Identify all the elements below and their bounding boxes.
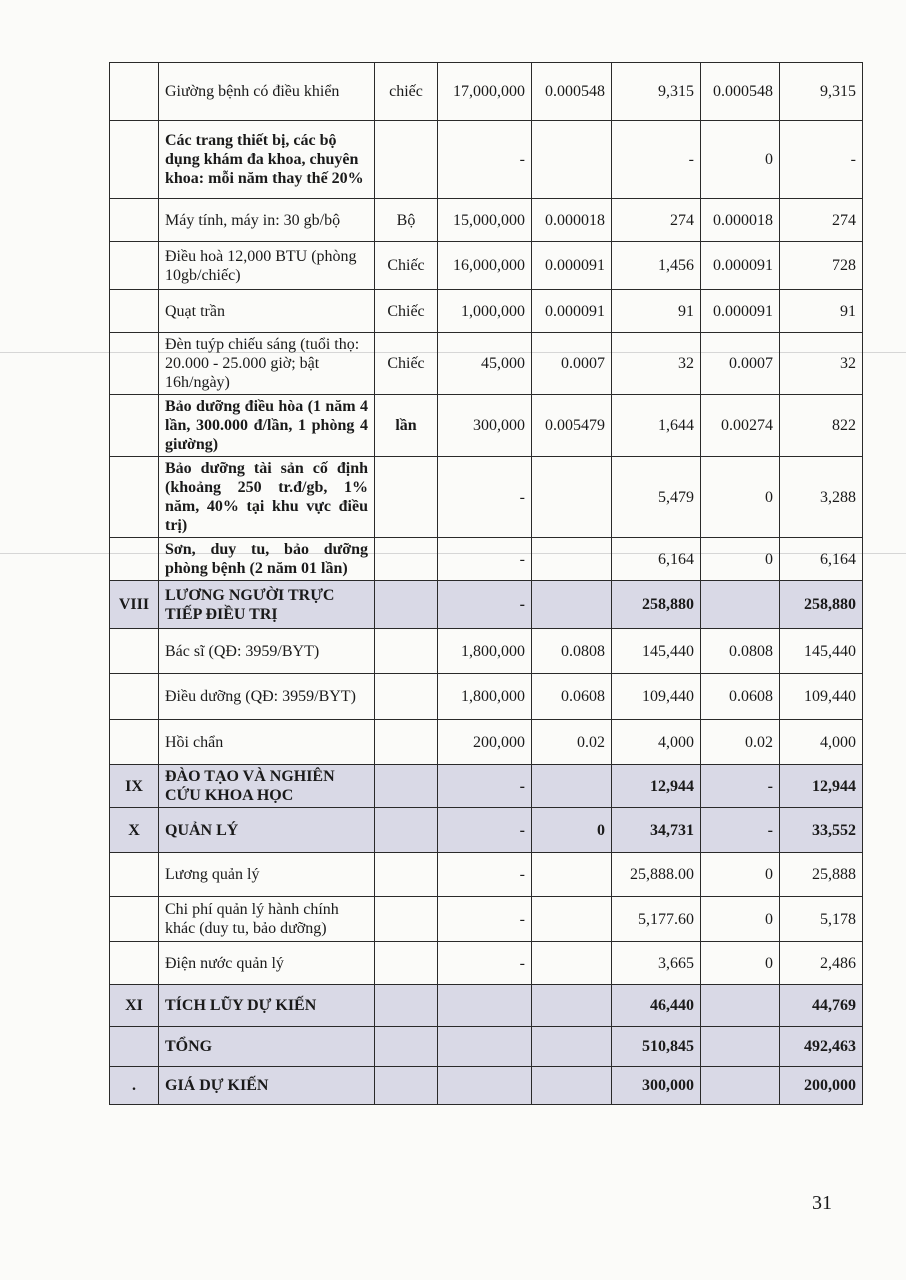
row-unit-price: 15,000,000 xyxy=(438,199,532,242)
row-unit xyxy=(375,121,438,199)
row-description: Đèn tuýp chiếu sáng (tuổi thọ: 20.000 - 25.000 giờ; bật 16h/ngày) xyxy=(159,333,375,395)
row-rate-2: 0.0808 xyxy=(701,629,780,674)
row-rate-1: 0.02 xyxy=(532,720,612,765)
row-cost-1: 9,315 xyxy=(612,63,701,121)
row-rate-1 xyxy=(532,897,612,942)
table-row xyxy=(110,457,863,538)
row-cost-1: - xyxy=(612,121,701,199)
row-rate-1 xyxy=(532,538,612,581)
row-rate-2: 0 xyxy=(701,121,780,199)
row-cost-1: 46,440 xyxy=(612,985,701,1027)
row-rate-2: 0 xyxy=(701,897,780,942)
row-cost-2: 25,888 xyxy=(780,853,863,897)
row-index xyxy=(110,942,159,985)
row-description: Bảo dưỡng điều hòa (1 năm 4 lần, 300.000 đ/lần, 1 phòng 4 giường) xyxy=(159,395,375,457)
row-rate-1: 0.000548 xyxy=(532,63,612,121)
row-rate-2 xyxy=(701,1027,780,1067)
row-unit-price xyxy=(438,1027,532,1067)
row-unit xyxy=(375,538,438,581)
row-index xyxy=(110,720,159,765)
row-cost-1: 25,888.00 xyxy=(612,853,701,897)
row-unit-price: 200,000 xyxy=(438,720,532,765)
row-unit xyxy=(375,720,438,765)
row-unit: Chiếc xyxy=(375,290,438,333)
total-row xyxy=(110,1027,863,1067)
row-cost-1: 5,177.60 xyxy=(612,897,701,942)
row-rate-2: - xyxy=(701,765,780,808)
row-description: Bảo dưỡng tài sản cố định (khoảng 250 tr.đ/gb, 1% năm, 40% tại khu vực điều trị) xyxy=(159,457,375,538)
row-rate-1 xyxy=(532,457,612,538)
row-rate-2: 0 xyxy=(701,457,780,538)
row-description: Lương quản lý xyxy=(159,853,375,897)
row-rate-2: 0.000018 xyxy=(701,199,780,242)
row-rate-2: 0.0007 xyxy=(701,333,780,395)
section-row xyxy=(110,765,863,808)
row-cost-1: 32 xyxy=(612,333,701,395)
row-unit: Chiếc xyxy=(375,242,438,290)
row-rate-2: 0.00274 xyxy=(701,395,780,457)
row-rate-1: 0 xyxy=(532,808,612,853)
row-cost-1: 300,000 xyxy=(612,1067,701,1105)
row-unit-price: 1,800,000 xyxy=(438,674,532,720)
row-description: Điều dưỡng (QĐ: 3959/BYT) xyxy=(159,674,375,720)
row-rate-1: 0.000091 xyxy=(532,290,612,333)
row-index xyxy=(110,395,159,457)
row-index xyxy=(110,538,159,581)
section-row xyxy=(110,985,863,1027)
row-unit-price: 17,000,000 xyxy=(438,63,532,121)
row-rate-2: 0 xyxy=(701,853,780,897)
row-cost-2: 728 xyxy=(780,242,863,290)
row-rate-1: 0.0007 xyxy=(532,333,612,395)
row-rate-2: 0.000091 xyxy=(701,290,780,333)
row-cost-2: 5,178 xyxy=(780,897,863,942)
row-cost-2: 6,164 xyxy=(780,538,863,581)
row-rate-1: 0.0608 xyxy=(532,674,612,720)
row-index xyxy=(110,674,159,720)
row-cost-2: 9,315 xyxy=(780,63,863,121)
row-unit xyxy=(375,942,438,985)
row-cost-1: 6,164 xyxy=(612,538,701,581)
row-description: Chi phí quản lý hành chính khác (duy tu, bảo dưỡng) xyxy=(159,897,375,942)
row-unit: chiếc xyxy=(375,63,438,121)
row-unit xyxy=(375,1027,438,1067)
section-row xyxy=(110,808,863,853)
table-row xyxy=(110,333,863,395)
row-unit: Bộ xyxy=(375,199,438,242)
row-unit-price xyxy=(438,985,532,1027)
row-description: Giường bệnh có điều khiển xyxy=(159,63,375,121)
row-index xyxy=(110,63,159,121)
table-row xyxy=(110,538,863,581)
row-rate-1: 0.000091 xyxy=(532,242,612,290)
row-rate-2 xyxy=(701,985,780,1027)
row-cost-2: 33,552 xyxy=(780,808,863,853)
row-unit-price: 45,000 xyxy=(438,333,532,395)
row-index xyxy=(110,290,159,333)
row-description: GIÁ DỰ KIẾN xyxy=(159,1067,375,1105)
row-unit-price: - xyxy=(438,853,532,897)
row-unit: lần xyxy=(375,395,438,457)
row-unit xyxy=(375,985,438,1027)
row-unit-price: - xyxy=(438,942,532,985)
row-rate-1: 0.005479 xyxy=(532,395,612,457)
table-row xyxy=(110,853,863,897)
row-cost-2: 4,000 xyxy=(780,720,863,765)
row-cost-2: 200,000 xyxy=(780,1067,863,1105)
page-number: 31 xyxy=(812,1192,832,1214)
row-unit xyxy=(375,674,438,720)
row-rate-1 xyxy=(532,121,612,199)
row-index: XI xyxy=(110,985,159,1027)
row-index xyxy=(110,199,159,242)
row-cost-2: 492,463 xyxy=(780,1027,863,1067)
row-rate-1 xyxy=(532,581,612,629)
row-rate-2: - xyxy=(701,808,780,853)
row-unit-price: - xyxy=(438,897,532,942)
row-cost-2: 258,880 xyxy=(780,581,863,629)
row-unit: Chiếc xyxy=(375,333,438,395)
row-cost-1: 91 xyxy=(612,290,701,333)
table-row xyxy=(110,897,863,942)
row-rate-1: 0.000018 xyxy=(532,199,612,242)
row-cost-1: 258,880 xyxy=(612,581,701,629)
row-unit xyxy=(375,581,438,629)
row-index xyxy=(110,457,159,538)
row-unit xyxy=(375,808,438,853)
table-row xyxy=(110,290,863,333)
row-rate-2: 0 xyxy=(701,942,780,985)
row-unit xyxy=(375,457,438,538)
row-description: Hồi chẩn xyxy=(159,720,375,765)
row-rate-1 xyxy=(532,765,612,808)
section-row xyxy=(110,581,863,629)
row-unit-price: - xyxy=(438,765,532,808)
row-index xyxy=(110,333,159,395)
row-cost-2: - xyxy=(780,121,863,199)
row-rate-1 xyxy=(532,853,612,897)
row-cost-1: 4,000 xyxy=(612,720,701,765)
row-unit-price: - xyxy=(438,581,532,629)
row-rate-1 xyxy=(532,942,612,985)
total-row xyxy=(110,1067,863,1105)
row-index xyxy=(110,629,159,674)
row-index: X xyxy=(110,808,159,853)
row-index: . xyxy=(110,1067,159,1105)
row-rate-2: 0.02 xyxy=(701,720,780,765)
row-description: Sơn, duy tu, bảo dưỡng phòng bệnh (2 năm 01 lần) xyxy=(159,538,375,581)
row-cost-1: 3,665 xyxy=(612,942,701,985)
row-rate-2: 0.000548 xyxy=(701,63,780,121)
row-cost-2: 91 xyxy=(780,290,863,333)
row-index xyxy=(110,1027,159,1067)
row-cost-2: 274 xyxy=(780,199,863,242)
row-unit-price: - xyxy=(438,808,532,853)
row-cost-1: 34,731 xyxy=(612,808,701,853)
row-description: ĐÀO TẠO VÀ NGHIÊN CỨU KHOA HỌC xyxy=(159,765,375,808)
row-unit-price: 1,800,000 xyxy=(438,629,532,674)
row-cost-2: 3,288 xyxy=(780,457,863,538)
row-description: Điều hoà 12,000 BTU (phòng 10gb/chiếc) xyxy=(159,242,375,290)
row-description: Máy tính, máy in: 30 gb/bộ xyxy=(159,199,375,242)
row-cost-1: 12,944 xyxy=(612,765,701,808)
row-cost-2: 145,440 xyxy=(780,629,863,674)
row-unit-price xyxy=(438,1067,532,1105)
row-unit xyxy=(375,853,438,897)
row-rate-2 xyxy=(701,1067,780,1105)
row-description: QUẢN LÝ xyxy=(159,808,375,853)
row-cost-2: 12,944 xyxy=(780,765,863,808)
row-rate-1: 0.0808 xyxy=(532,629,612,674)
row-index: IX xyxy=(110,765,159,808)
table-row xyxy=(110,629,863,674)
row-description: TỔNG xyxy=(159,1027,375,1067)
table-row xyxy=(110,720,863,765)
row-cost-1: 510,845 xyxy=(612,1027,701,1067)
row-description: Các trang thiết bị, các bộ dụng khám đa khoa, chuyên khoa: mỗi năm thay thế 20% xyxy=(159,121,375,199)
row-unit xyxy=(375,765,438,808)
row-cost-2: 44,769 xyxy=(780,985,863,1027)
row-unit-price: 300,000 xyxy=(438,395,532,457)
row-cost-1: 5,479 xyxy=(612,457,701,538)
row-cost-2: 109,440 xyxy=(780,674,863,720)
row-unit-price: 1,000,000 xyxy=(438,290,532,333)
row-index xyxy=(110,121,159,199)
row-index: VIII xyxy=(110,581,159,629)
row-unit xyxy=(375,897,438,942)
row-cost-2: 2,486 xyxy=(780,942,863,985)
row-rate-2: 0 xyxy=(701,538,780,581)
table-row xyxy=(110,942,863,985)
row-unit-price: - xyxy=(438,121,532,199)
row-index xyxy=(110,242,159,290)
row-cost-2: 822 xyxy=(780,395,863,457)
row-rate-2: 0.000091 xyxy=(701,242,780,290)
table-row xyxy=(110,121,863,199)
row-index xyxy=(110,897,159,942)
row-index xyxy=(110,853,159,897)
row-cost-2: 32 xyxy=(780,333,863,395)
row-rate-2: 0.0608 xyxy=(701,674,780,720)
row-rate-2 xyxy=(701,581,780,629)
row-unit xyxy=(375,629,438,674)
row-cost-1: 145,440 xyxy=(612,629,701,674)
row-description: Quạt trần xyxy=(159,290,375,333)
table-row xyxy=(110,63,863,121)
row-unit-price: 16,000,000 xyxy=(438,242,532,290)
row-description: Điện nước quản lý xyxy=(159,942,375,985)
row-rate-1 xyxy=(532,985,612,1027)
row-cost-1: 109,440 xyxy=(612,674,701,720)
row-unit-price: - xyxy=(438,538,532,581)
row-cost-1: 274 xyxy=(612,199,701,242)
table-row xyxy=(110,674,863,720)
row-cost-1: 1,456 xyxy=(612,242,701,290)
row-description: TÍCH LŨY DỰ KIẾN xyxy=(159,985,375,1027)
row-rate-1 xyxy=(532,1027,612,1067)
table-row xyxy=(110,242,863,290)
row-rate-1 xyxy=(532,1067,612,1105)
table-row xyxy=(110,395,863,457)
table-row xyxy=(110,199,863,242)
row-unit-price: - xyxy=(438,457,532,538)
row-description: LƯƠNG NGƯỜI TRỰC TIẾP ĐIỀU TRỊ xyxy=(159,581,375,629)
row-description: Bác sĩ (QĐ: 3959/BYT) xyxy=(159,629,375,674)
row-cost-1: 1,644 xyxy=(612,395,701,457)
cost-table xyxy=(109,62,863,1105)
row-unit xyxy=(375,1067,438,1105)
